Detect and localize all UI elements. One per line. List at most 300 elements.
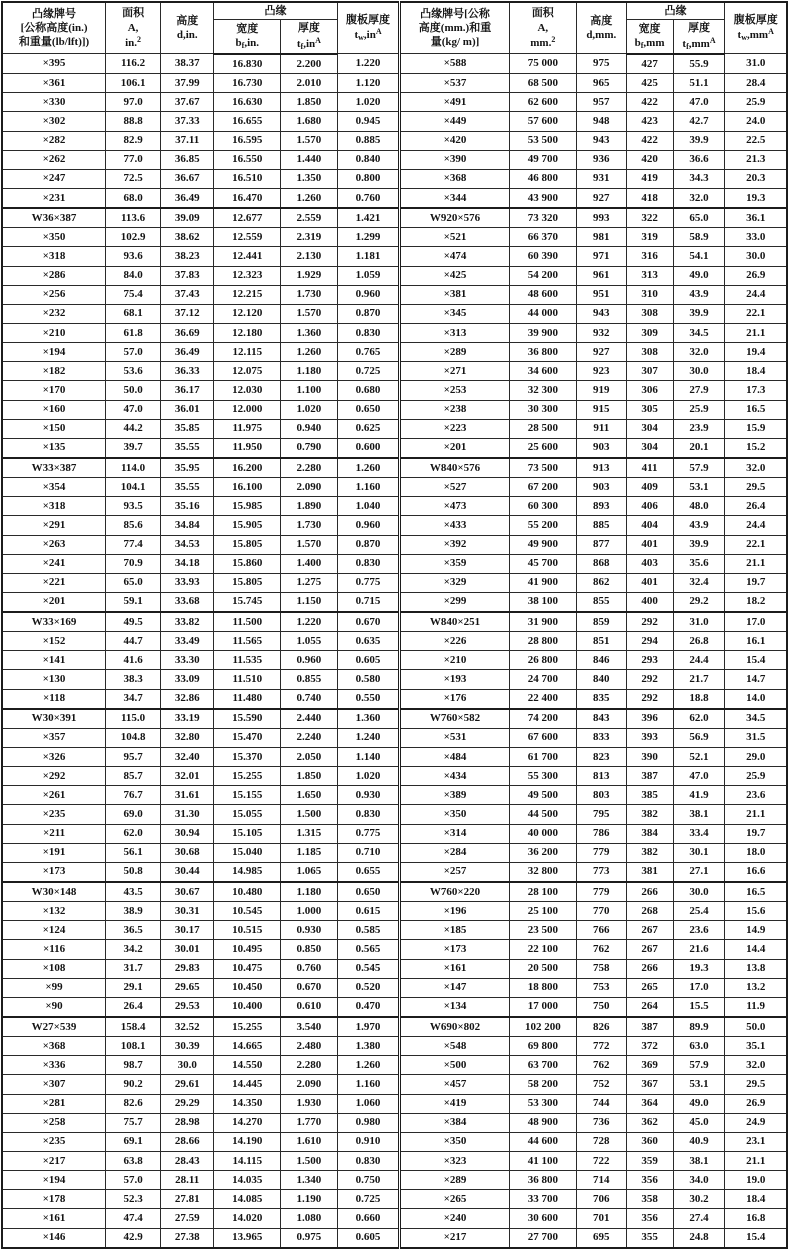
cell: 58.9 (673, 228, 725, 247)
cell: 39.09 (161, 208, 214, 228)
cell: 39.9 (673, 535, 725, 554)
cell: 1.650 (281, 786, 338, 805)
table-row (2, 902, 787, 921)
cell: 1.260 (337, 458, 400, 478)
cell: ×223 (400, 419, 509, 438)
cell: 0.870 (337, 304, 400, 323)
cell: 762 (577, 940, 626, 959)
cell: 15.155 (214, 786, 281, 805)
cell: 1.770 (281, 1113, 338, 1132)
table-row (2, 1113, 787, 1132)
cell: ×116 (2, 940, 106, 959)
cell: 32.0 (673, 343, 725, 362)
cell: 266 (626, 959, 673, 978)
cell: 0.760 (281, 959, 338, 978)
table-row (2, 169, 787, 188)
cell: 0.725 (337, 1190, 400, 1209)
cell: 57.0 (106, 1171, 161, 1190)
cell: 16.510 (214, 169, 281, 188)
cell: 15.805 (214, 535, 281, 554)
cell: 56.1 (106, 843, 161, 862)
cell: 762 (577, 1056, 626, 1075)
cell: 833 (577, 728, 626, 747)
table-row (2, 285, 787, 304)
cell: 0.850 (281, 940, 338, 959)
cell: 931 (577, 169, 626, 188)
cell: 10.495 (214, 940, 281, 959)
cell: ×350 (400, 1132, 509, 1151)
cell: 44.2 (106, 419, 161, 438)
cell: 29.53 (161, 997, 214, 1017)
cell: 48.0 (673, 497, 725, 516)
cell: 33.09 (161, 670, 214, 689)
cell: 47.0 (673, 767, 725, 786)
cell: 308 (626, 304, 673, 323)
cell: ×318 (2, 497, 106, 516)
cell: W840×251 (400, 612, 509, 632)
cell: ×201 (400, 438, 509, 458)
table-row (2, 862, 787, 882)
cell: ×527 (400, 478, 509, 497)
cell: 31.0 (673, 612, 725, 632)
cell: 28 100 (509, 882, 577, 902)
cell: 93.6 (106, 247, 161, 266)
cell: ×173 (2, 862, 106, 882)
cell: 1.299 (337, 228, 400, 247)
cell: 36.33 (161, 362, 214, 381)
table-row (2, 592, 787, 612)
cell: W33×387 (2, 458, 106, 478)
cell: 0.550 (337, 689, 400, 709)
cell: 859 (577, 612, 626, 632)
header-designation-mm-text: 凸缘牌号[公称 高度(mm.)和重 量(kg/ m)] (418, 7, 492, 49)
cell: 33.30 (161, 651, 214, 670)
cell: ×368 (2, 1037, 106, 1056)
cell: 49.0 (673, 1094, 725, 1113)
cell: 34.2 (106, 940, 161, 959)
cell: 53.1 (673, 478, 725, 497)
cell: ×314 (400, 824, 509, 843)
cell: ×292 (2, 767, 106, 786)
cell: 1.680 (281, 112, 338, 131)
cell: 813 (577, 767, 626, 786)
cell: 1.340 (281, 1171, 338, 1190)
cell: ×357 (2, 728, 106, 747)
cell: 63.0 (673, 1037, 725, 1056)
cell: 1.000 (281, 902, 338, 921)
cell: 47.4 (106, 1209, 161, 1228)
cell: 25.9 (725, 93, 787, 112)
cell: ×256 (2, 285, 106, 304)
cell: 11.9 (725, 997, 787, 1017)
cell: 38.9 (106, 902, 161, 921)
cell: 1.400 (281, 554, 338, 573)
cell: 1.160 (337, 1075, 400, 1094)
cell: 835 (577, 689, 626, 709)
cell: 37.11 (161, 131, 214, 150)
cell: 34.3 (673, 169, 725, 188)
cell: ×160 (2, 400, 106, 419)
cell: 355 (626, 1228, 673, 1248)
cell: ×323 (400, 1152, 509, 1171)
cell: 32.4 (673, 573, 725, 592)
cell: ×548 (400, 1037, 509, 1056)
cell: 29.61 (161, 1075, 214, 1094)
cell: 43.9 (673, 516, 725, 535)
cell: 15.105 (214, 824, 281, 843)
cell: 795 (577, 805, 626, 824)
cell: ×178 (2, 1190, 106, 1209)
cell: 292 (626, 689, 673, 709)
cell: 16.5 (725, 882, 787, 902)
cell: 30.0 (161, 1056, 214, 1075)
cell: 1.240 (337, 728, 400, 747)
cell: 38.62 (161, 228, 214, 247)
cell: 1.185 (281, 843, 338, 862)
cell: 36.1 (725, 208, 787, 228)
cell: ×457 (400, 1075, 509, 1094)
cell: 267 (626, 940, 673, 959)
cell: 12.115 (214, 343, 281, 362)
cell: 803 (577, 786, 626, 805)
cell: 21.6 (673, 940, 725, 959)
cell: 36 800 (509, 343, 577, 362)
cell: 16.655 (214, 112, 281, 131)
cell: 1.890 (281, 497, 338, 516)
cell: 927 (577, 343, 626, 362)
cell: ×302 (2, 112, 106, 131)
cell: 45 700 (509, 554, 577, 573)
cell: 826 (577, 1017, 626, 1037)
cell: 2.280 (281, 458, 338, 478)
cell: ×271 (400, 362, 509, 381)
cell: 11.565 (214, 632, 281, 651)
cell: 903 (577, 438, 626, 458)
cell: ×390 (400, 150, 509, 169)
cell: ×235 (2, 1132, 106, 1151)
cell: 90.2 (106, 1075, 161, 1094)
cell: ×537 (400, 74, 509, 93)
cell: 752 (577, 1075, 626, 1094)
table-row (2, 1209, 787, 1228)
table-row (2, 497, 787, 516)
header-designation-in (2, 2, 106, 54)
cell: 0.910 (337, 1132, 400, 1151)
cell: 17.0 (673, 978, 725, 997)
cell: 44 600 (509, 1132, 577, 1151)
cell: 68 500 (509, 74, 577, 93)
cell: 29.0 (725, 748, 787, 767)
cell: ×201 (2, 592, 106, 612)
cell: ×326 (2, 748, 106, 767)
cell: ×193 (400, 670, 509, 689)
cell: 11.480 (214, 689, 281, 709)
cell: 13.2 (725, 978, 787, 997)
cell: 32.0 (673, 188, 725, 208)
table-row (2, 1075, 787, 1094)
cell: 73 500 (509, 458, 577, 478)
cell: 779 (577, 882, 626, 902)
cell: 37.12 (161, 304, 214, 323)
cell: 36.5 (106, 921, 161, 940)
cell: 381 (626, 862, 673, 882)
cell: 21.1 (725, 323, 787, 342)
cell: 367 (626, 1075, 673, 1094)
cell: 25.4 (673, 902, 725, 921)
cell: 1.020 (337, 93, 400, 112)
cell: 23.6 (673, 921, 725, 940)
cell: 267 (626, 921, 673, 940)
table-row (2, 1037, 787, 1056)
cell: 0.605 (337, 651, 400, 670)
cell: 0.945 (337, 112, 400, 131)
cell: ×484 (400, 748, 509, 767)
cell: 2.240 (281, 728, 338, 747)
table-row (2, 978, 787, 997)
cell: 418 (626, 188, 673, 208)
cell: 38 100 (509, 592, 577, 612)
cell: 19.4 (725, 343, 787, 362)
cell: ×392 (400, 535, 509, 554)
cell: 305 (626, 400, 673, 419)
cell: 24.4 (725, 285, 787, 304)
cell: 30 600 (509, 1209, 577, 1228)
cell: 387 (626, 1017, 673, 1037)
cell: 49.0 (673, 266, 725, 285)
cell: 36.67 (161, 169, 214, 188)
cell: ×173 (400, 940, 509, 959)
cell: 14.4 (725, 940, 787, 959)
cell: 33.4 (673, 824, 725, 843)
cell: 2.280 (281, 1056, 338, 1075)
cell: 15.370 (214, 748, 281, 767)
cell: ×217 (2, 1152, 106, 1171)
table-row (2, 208, 787, 228)
cell: 927 (577, 188, 626, 208)
cell: ×291 (2, 516, 106, 535)
cell: 948 (577, 112, 626, 131)
cell: 14.665 (214, 1037, 281, 1056)
cell: 753 (577, 978, 626, 997)
cell: 701 (577, 1209, 626, 1228)
cell: 41 100 (509, 1152, 577, 1171)
cell: 32.40 (161, 748, 214, 767)
cell: 31.30 (161, 805, 214, 824)
cell: ×433 (400, 516, 509, 535)
cell: 48 600 (509, 285, 577, 304)
cell: 28 800 (509, 632, 577, 651)
cell: 2.010 (281, 74, 338, 93)
cell: 102 200 (509, 1017, 577, 1037)
header-flange-group-in: 凸缘 (214, 2, 337, 20)
cell: 26.8 (673, 632, 725, 651)
cell: ×132 (2, 902, 106, 921)
cell: 41.6 (106, 651, 161, 670)
cell: W27×539 (2, 1017, 106, 1037)
cell: 965 (577, 74, 626, 93)
cell: 33.49 (161, 632, 214, 651)
cell: 1.360 (337, 709, 400, 729)
cell: 14.115 (214, 1152, 281, 1171)
cell: 32.0 (725, 1056, 787, 1075)
cell: 158.4 (106, 1017, 161, 1037)
cell: 14.350 (214, 1094, 281, 1113)
cell: 1.929 (281, 266, 338, 285)
cell: 419 (626, 169, 673, 188)
table-row (2, 921, 787, 940)
cell: 62.0 (673, 709, 725, 729)
table-row (2, 1132, 787, 1151)
cell: 0.625 (337, 419, 400, 438)
cell: 17.0 (725, 612, 787, 632)
cell: 0.840 (337, 150, 400, 169)
header-flange-thickness-in: 厚度 $t_f,in^A$ (281, 20, 338, 54)
cell: 1.055 (281, 632, 338, 651)
cell: 0.615 (337, 902, 400, 921)
cell: ×345 (400, 304, 509, 323)
cell: 18.4 (725, 362, 787, 381)
cell: 919 (577, 381, 626, 400)
cell: 1.060 (337, 1094, 400, 1113)
cell: ×289 (400, 343, 509, 362)
cell: 1.610 (281, 1132, 338, 1151)
cell: 30.2 (673, 1190, 725, 1209)
cell: 37.67 (161, 93, 214, 112)
cell: 0.980 (337, 1113, 400, 1132)
cell: 95.7 (106, 748, 161, 767)
cell: 114.0 (106, 458, 161, 478)
cell: 24.8 (673, 1228, 725, 1248)
cell: 21.1 (725, 554, 787, 573)
cell: 25.9 (725, 767, 787, 786)
cell: 1.570 (281, 535, 338, 554)
cell: 50.8 (106, 862, 161, 882)
cell: 772 (577, 1037, 626, 1056)
cell: 846 (577, 651, 626, 670)
cell: 957 (577, 93, 626, 112)
cell: 14.085 (214, 1190, 281, 1209)
cell: 36.01 (161, 400, 214, 419)
cell: 23.6 (725, 786, 787, 805)
cell: 24 700 (509, 670, 577, 689)
cell: 0.885 (337, 131, 400, 150)
cell: ×588 (400, 54, 509, 74)
cell: 2.319 (281, 228, 338, 247)
cell: W690×802 (400, 1017, 509, 1037)
cell: 1.065 (281, 862, 338, 882)
cell: 35.85 (161, 419, 214, 438)
cell: 0.670 (281, 978, 338, 997)
cell: 108.1 (106, 1037, 161, 1056)
cell: 15.4 (725, 651, 787, 670)
table-row (2, 728, 787, 747)
cell: 66 370 (509, 228, 577, 247)
cell: 384 (626, 824, 673, 843)
cell: 29.5 (725, 478, 787, 497)
cell: ×473 (400, 497, 509, 516)
cell: 24.9 (725, 1113, 787, 1132)
table-row (2, 74, 787, 93)
cell: 943 (577, 131, 626, 150)
cell: 32.0 (725, 458, 787, 478)
cell: ×90 (2, 997, 106, 1017)
cell: 39.9 (673, 131, 725, 150)
cell: 294 (626, 632, 673, 651)
cell: 38.23 (161, 247, 214, 266)
cell: 913 (577, 458, 626, 478)
table-row (2, 54, 787, 74)
cell: ×130 (2, 670, 106, 689)
cell: 20.3 (725, 169, 787, 188)
cell: 41.9 (673, 786, 725, 805)
cell: 19.3 (673, 959, 725, 978)
cell: 55 200 (509, 516, 577, 535)
cell: 1.730 (281, 285, 338, 304)
cell: 12.180 (214, 323, 281, 342)
cell: 16.630 (214, 93, 281, 112)
cell: 0.520 (337, 978, 400, 997)
cell: 307 (626, 362, 673, 381)
cell: 16.1 (725, 632, 787, 651)
table-row (2, 940, 787, 959)
cell: 61 700 (509, 748, 577, 767)
cell: ×361 (2, 74, 106, 93)
cell: ×282 (2, 131, 106, 150)
cell: 89.9 (673, 1017, 725, 1037)
cell: 52.3 (106, 1190, 161, 1209)
cell: 26.4 (106, 997, 161, 1017)
cell: 0.670 (337, 612, 400, 632)
cell: 714 (577, 1171, 626, 1190)
cell: 31.0 (725, 54, 787, 74)
cell: ×182 (2, 362, 106, 381)
cell: 27.59 (161, 1209, 214, 1228)
cell: 44 500 (509, 805, 577, 824)
cell: ×161 (400, 959, 509, 978)
cell: 17.3 (725, 381, 787, 400)
cell: 0.650 (337, 882, 400, 902)
cell: 1.150 (281, 592, 338, 612)
cell: 411 (626, 458, 673, 478)
cell: 29.65 (161, 978, 214, 997)
table-row (2, 93, 787, 112)
cell: 304 (626, 438, 673, 458)
cell: 2.200 (281, 54, 338, 74)
cell: 11.500 (214, 612, 281, 632)
header-flange-width-in: 宽度 $b_f,in$. (214, 20, 281, 54)
cell: 28.66 (161, 1132, 214, 1151)
cell: 26 800 (509, 651, 577, 670)
cell: ×147 (400, 978, 509, 997)
cell: 37.33 (161, 112, 214, 131)
cell: 0.750 (337, 1171, 400, 1190)
cell: 65.0 (106, 573, 161, 592)
cell: 28.4 (725, 74, 787, 93)
header-flange-thickness-mm: 厚度 $t_f,mm^A$ (673, 20, 725, 54)
cell: 406 (626, 497, 673, 516)
cell: 53.1 (673, 1075, 725, 1094)
cell: 33 700 (509, 1190, 577, 1209)
cell: 403 (626, 554, 673, 573)
cell: ×329 (400, 573, 509, 592)
header-flange-width-mm: 宽度 $b_f,mm$ (626, 20, 673, 54)
cell: ×238 (400, 400, 509, 419)
table-row (2, 670, 787, 689)
cell: 266 (626, 882, 673, 902)
cell: 25.9 (673, 400, 725, 419)
cell: 27.9 (673, 381, 725, 400)
cell: 1.140 (337, 748, 400, 767)
